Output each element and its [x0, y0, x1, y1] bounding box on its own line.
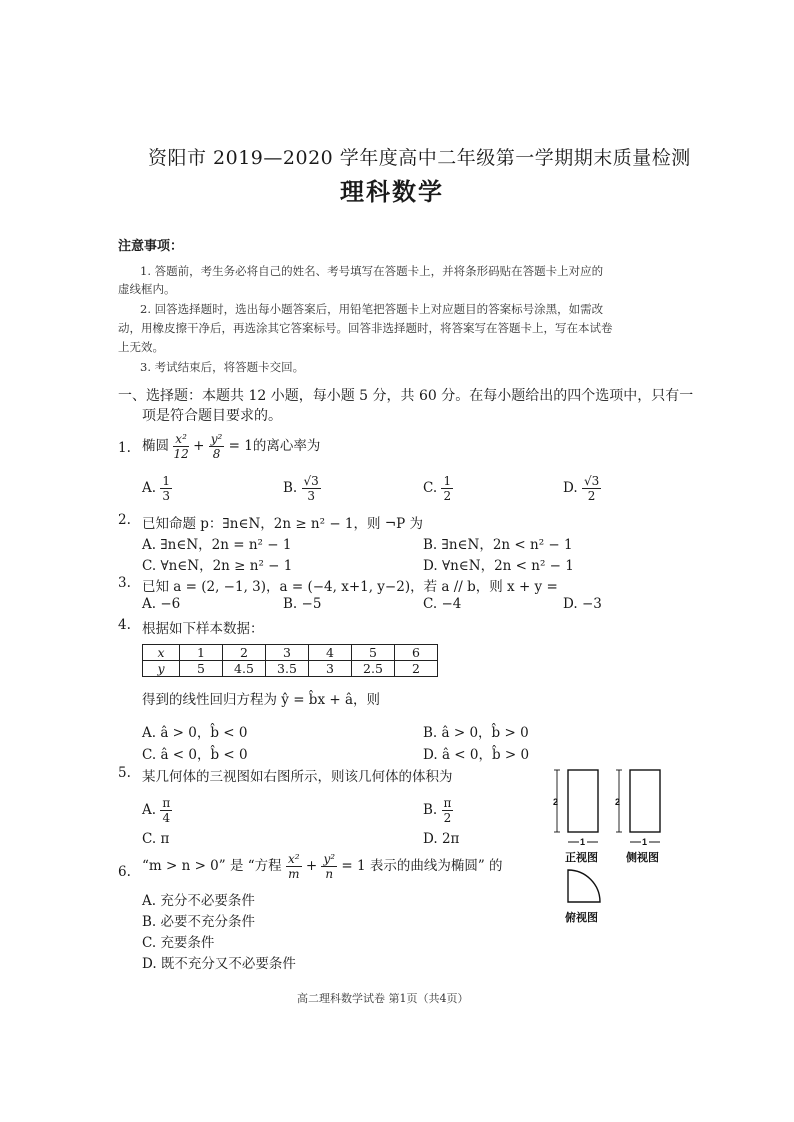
q4-regression-text: 得到的线性回归方程为 ŷ = b̂x + â，则: [142, 692, 381, 708]
exam-title: 资阳市 2019—2020 学年度高中二年级第一学期期末质量检测: [148, 147, 691, 169]
table-cell: 2: [395, 661, 438, 677]
table-cell: 2.5: [352, 661, 395, 677]
three-view-figure: [548, 764, 678, 928]
table-cell: 2: [223, 645, 266, 661]
q1-option-c: C. $\frac{1}{2}$: [423, 474, 452, 503]
section-heading: 一、选择题：本题共 12 小题，每小题 5 分，共 60 分。在每小题给出的四个选项中，只有一: [118, 388, 694, 404]
notice-item-2-cont1: 动，用橡皮擦干净后，再选涂其它答案标号。回答非选择题时，将答案写在答题卡上，写在本试卷: [118, 321, 613, 335]
notice-item-1: 1. 答题前，考生务必将自己的姓名、考号填写在答题卡上，并将条形码贴在答题卡上对应的: [140, 264, 604, 278]
q4-option-b: B. â > 0，b̂ > 0: [423, 725, 529, 741]
q1-plus: +: [193, 438, 205, 454]
notice-item-1-cont: 虚线框内。: [118, 282, 176, 296]
q5-option-d: D. 2π: [423, 831, 460, 847]
q2-stem: 已知命题 p：∃n∈N，2n ≥ n² − 1，则 ¬P 为: [142, 516, 424, 532]
q1-option-d: D. $\frac{√3}{2}$: [563, 474, 600, 503]
top-view-label: 俯视图: [565, 911, 598, 924]
q1-stem-post: 的离心率为: [252, 438, 321, 454]
q6-option-d: D. 既不充分又不必要条件: [142, 956, 296, 972]
q6-option-b: B. 必要不充分条件: [142, 914, 256, 930]
front-view-label: 正视图: [565, 851, 598, 864]
q1-number: 1.: [118, 440, 131, 456]
q4-option-c: C. â < 0，b̂ < 0: [142, 747, 248, 763]
table-cell: 1: [180, 645, 223, 661]
q6-option-a: A. 充分不必要条件: [142, 893, 255, 909]
side-view-label: 侧视图: [626, 851, 659, 864]
q4-number: 4.: [118, 617, 131, 633]
q2-option-a: A. ∃n∈N，2n = n² − 1: [142, 537, 292, 553]
q4-data-table: [142, 644, 438, 677]
q6-stem-pre: “m > n > 0” 是 “方程: [142, 858, 282, 874]
q4-stem: 根据如下样本数据：: [142, 621, 264, 637]
table-cell: 3: [309, 661, 352, 677]
notice-item-2: 2. 回答选择题时，选出每小题答案后，用铅笔把答题卡上对应题目的答案标号涂黑，如需改: [140, 302, 604, 316]
q6-frac-y: $\frac{\text{y²}}{n}$: [323, 852, 336, 881]
side-view: [615, 770, 660, 864]
table-row-y: [143, 661, 438, 677]
q5-option-c: C. π: [142, 831, 170, 847]
table-cell: 5: [352, 645, 395, 661]
q2-option-b: B. ∃n∈N，2n < n² − 1: [423, 537, 573, 553]
q1-stem: [142, 432, 320, 461]
q6-number: 6.: [118, 864, 131, 880]
q4-option-d: D. â < 0，b̂ > 0: [423, 747, 530, 763]
q1-option-a: A. $\frac{1}{3}$: [142, 474, 170, 503]
table-cell: x: [143, 645, 180, 661]
side-width-dim: 1: [642, 837, 648, 847]
q2-number: 2.: [118, 512, 131, 528]
q4-option-a: A. â > 0，b̂ < 0: [142, 725, 248, 741]
q5-number: 5.: [118, 765, 131, 781]
q6-plus: +: [305, 858, 318, 874]
q3-option-c: C. −4: [423, 596, 462, 612]
table-cell: y: [143, 661, 180, 677]
q3-option-d: D. −3: [563, 596, 602, 612]
q6-frac-x: $\frac{\text{x²}}{m}$: [287, 852, 300, 881]
q6-stem-post: = 1 表示的曲线为椭圆” 的: [341, 858, 503, 874]
top-view: [565, 870, 600, 924]
front-width-dim: 1: [580, 837, 586, 847]
notice-item-2-cont2: 上无效。: [118, 340, 164, 354]
table-cell: 3.5: [266, 661, 309, 677]
q3-number: 3.: [118, 575, 131, 591]
table-cell: 4: [309, 645, 352, 661]
q5-stem: 某几何体的三视图如右图所示，则该几何体的体积为: [142, 769, 453, 785]
table-cell: 6: [395, 645, 438, 661]
q6-option-c: C. 充要条件: [142, 935, 215, 951]
q3-option-b: B. −5: [283, 596, 322, 612]
q1-frac-x: $\frac{\text{x²}}{12}$: [173, 432, 189, 461]
front-height-dim: 2: [553, 797, 559, 807]
notice-heading: 注意事项：: [118, 239, 184, 254]
subject-title: 理科数学: [340, 178, 444, 206]
section-heading-cont: 项是符合题目要求的。: [142, 408, 282, 424]
front-view: [553, 770, 598, 864]
q2-option-d: D. ∀n∈N，2n < n² − 1: [423, 558, 574, 574]
q1-frac-y: $\frac{\text{y²}}{8}$: [210, 432, 223, 461]
q5-option-b: B. $\frac{\pi}{2}$: [423, 796, 452, 825]
side-height-dim: 2: [615, 797, 621, 807]
table-cell: 5: [180, 661, 223, 677]
q5-option-a: A. $\frac{\pi}{4}$: [142, 796, 171, 825]
table-cell: 4.5: [223, 661, 266, 677]
q1-option-b: B. $\frac{√3}{3}$: [283, 474, 319, 503]
q3-stem: 已知 a = (2, −1, 3)，a = (−4, x+1, y−2)，若 a // b，则 x + y =: [142, 579, 558, 595]
table-cell: 3: [266, 645, 309, 661]
page-footer: 高二理科数学试卷 第1页（共4页）: [297, 992, 469, 1005]
q6-stem: [142, 852, 503, 881]
q1-eq: = 1: [228, 438, 253, 454]
table-row-x: [143, 645, 438, 661]
q3-option-a: A. −6: [142, 596, 181, 612]
q1-stem-pre: 椭圆: [142, 438, 169, 454]
notice-item-3: 3. 考试结束后，将答题卡交回。: [140, 360, 305, 374]
q2-option-c: C. ∀n∈N，2n ≥ n² − 1: [142, 558, 293, 574]
